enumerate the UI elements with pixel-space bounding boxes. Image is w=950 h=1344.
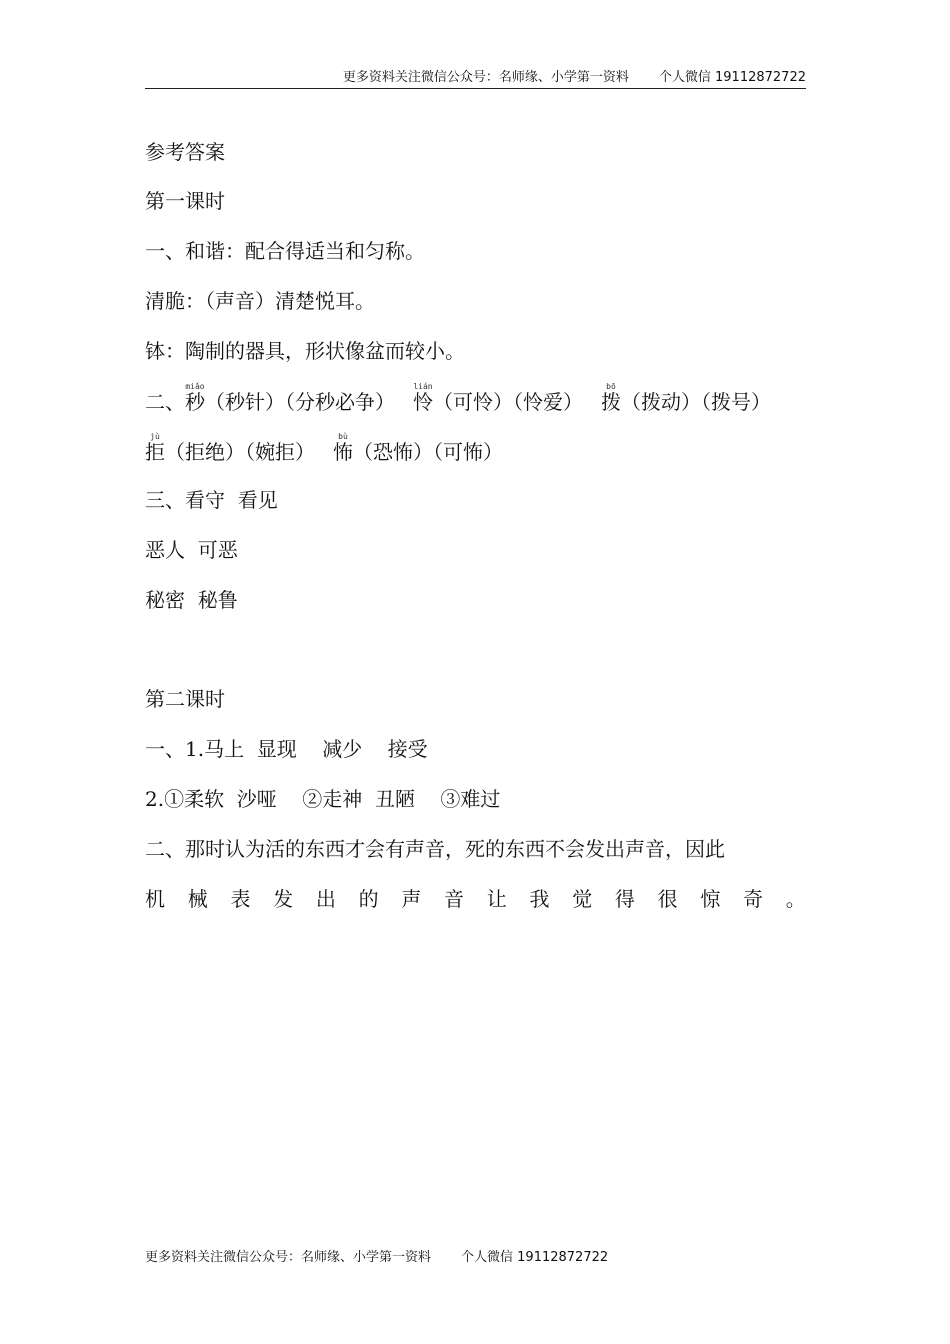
lesson2-heading: 第二课时 bbox=[145, 687, 225, 711]
lesson2-q2-line2 bbox=[145, 886, 806, 912]
words-4: （拒绝）（婉拒） bbox=[165, 440, 315, 464]
words-1: （秒针）（分秒必争） bbox=[205, 390, 395, 414]
pinyin-char-4: 拒jù bbox=[145, 432, 165, 464]
justified-char: 让 bbox=[486, 887, 507, 911]
words-2: （可怜）（怜爱） bbox=[433, 390, 583, 414]
lesson2-q2-line1: 二、那时认为活的东西才会有声音，死的东西不会发出声音，因此 bbox=[145, 837, 725, 861]
pinyin-char-5: 怖bù bbox=[333, 432, 353, 464]
justified-char: 我 bbox=[529, 887, 550, 911]
justified-char: 发 bbox=[273, 887, 294, 911]
header-text: 更多资料关注微信公众号：名师缘、小学第一资料 bbox=[342, 70, 629, 85]
footer-contact: 个人微信 19112872722 bbox=[461, 1250, 609, 1265]
justified-char: 很 bbox=[657, 887, 678, 911]
footer-text: 更多资料关注微信公众号：名师缘、小学第一资料 bbox=[145, 1250, 432, 1265]
page-header bbox=[145, 66, 806, 89]
lesson2-q1a: 一、1.马上 显现 减少 接受 bbox=[145, 737, 428, 761]
pinyin-char-1: 秒miǎo bbox=[185, 382, 205, 414]
lesson1-q3a: 三、看守 看见 bbox=[145, 488, 278, 512]
pinyin-char-2: 怜lián bbox=[413, 382, 433, 414]
lesson1-q3c: 秘密 秘鲁 bbox=[145, 588, 238, 612]
lesson1-q1: 一、和谐：配合得适当和匀称。 bbox=[145, 239, 425, 263]
justified-char: 得 bbox=[614, 887, 635, 911]
justified-char: 声 bbox=[401, 887, 422, 911]
justified-char: 出 bbox=[315, 887, 336, 911]
pinyin-char-3: 拨bō bbox=[601, 382, 621, 414]
justified-char: 的 bbox=[358, 887, 379, 911]
lesson1-q3b: 恶人 可恶 bbox=[145, 538, 238, 562]
words-3: （拨动）（拨号） bbox=[621, 390, 771, 414]
justified-char: 表 bbox=[230, 887, 251, 911]
justified-char: 机 bbox=[145, 887, 165, 911]
justified-char: 音 bbox=[444, 887, 465, 911]
justified-char: 觉 bbox=[572, 887, 593, 911]
words-5: （恐怖）（可怖） bbox=[353, 440, 503, 464]
lesson1-q2-line2 bbox=[145, 432, 503, 470]
page-footer bbox=[145, 1246, 608, 1265]
answer-title: 参考答案 bbox=[145, 140, 225, 164]
lesson1-q1c: 钵：陶制的器具，形状像盆而较小。 bbox=[145, 339, 465, 363]
justified-char: 惊 bbox=[700, 887, 721, 911]
lesson1-heading: 第一课时 bbox=[145, 189, 225, 213]
lesson2-q1b: 2.①柔软 沙哑 ②走神 丑陋 ③难过 bbox=[145, 787, 501, 811]
justified-char: 。 bbox=[785, 887, 806, 911]
q2-prefix: 二、 bbox=[145, 390, 185, 414]
lesson1-q1b: 清脆：（声音）清楚悦耳。 bbox=[145, 289, 375, 313]
header-contact: 个人微信 19112872722 bbox=[658, 70, 806, 85]
justified-char: 械 bbox=[187, 887, 208, 911]
lesson1-q2-line1 bbox=[145, 382, 771, 420]
justified-char: 奇 bbox=[743, 887, 764, 911]
